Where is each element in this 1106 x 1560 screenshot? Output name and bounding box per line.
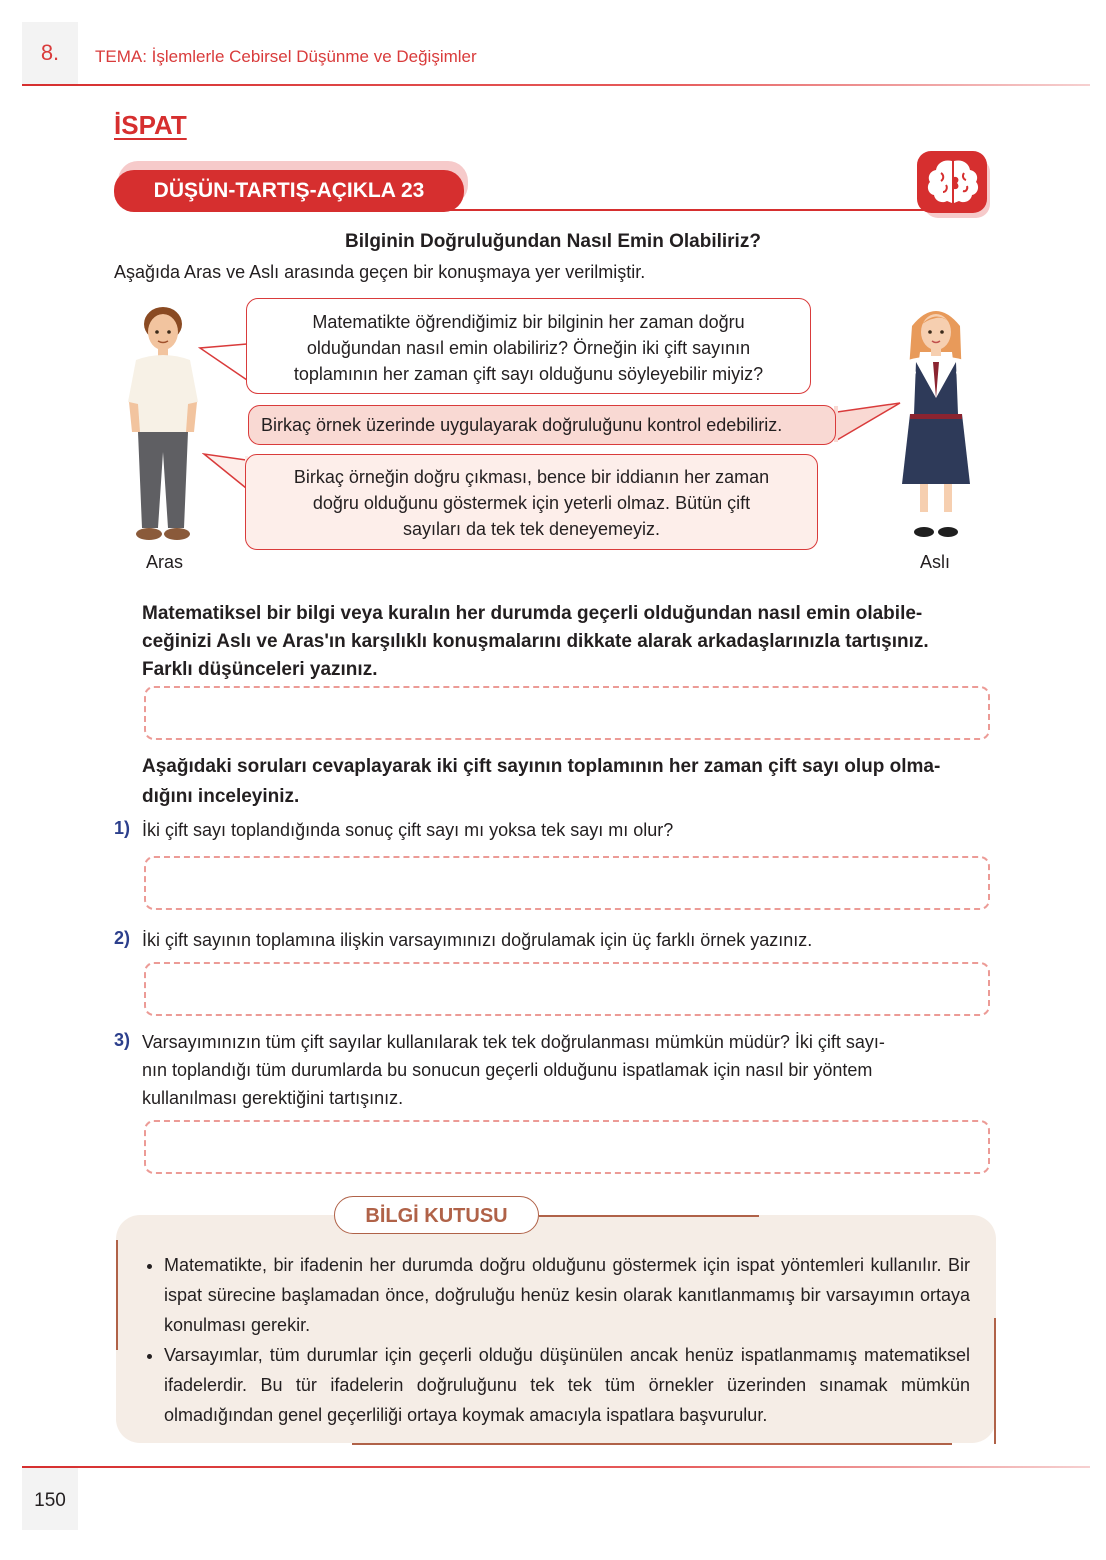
bubble-tail-2 xyxy=(834,400,902,444)
question-text xyxy=(142,816,673,844)
bubble-line: toplamının her zaman çift sayı olduğunu söyleyebilir miyiz? xyxy=(293,364,764,384)
question-number: 2) xyxy=(114,928,131,948)
aras-illustration xyxy=(118,302,208,546)
banner-divider xyxy=(440,209,940,211)
discussion-prompt xyxy=(142,600,994,684)
info-item: • Varsayımlar, tüm durumlar için geçerli olduğu düşünülen ancak henüz ispatlanmamış matematiksel ifadelerdir. Bu tür ifadelerin doğruluğunu tek tek tüm örnekler üzerinden sınamak mümkün olmadığından genel geçerliliği ortaya koymak amacıyla ispatlara başvurulur. xyxy=(164,1340,970,1430)
asli-illustration xyxy=(892,302,980,544)
info-box-title: BİLGİ KUTUSU xyxy=(365,1205,508,1227)
speech-bubble-asli xyxy=(248,405,836,445)
question-line: Varsayımınızın tüm çift sayılar kullanılarak tek tek doğrulanması mümkün müdür? İki çift sayı- xyxy=(142,1032,885,1052)
footer-divider xyxy=(22,1466,1090,1468)
bubble-line: Birkaç örnek üzerinde uygulayarak doğruluğunu kontrol edebiliriz. xyxy=(261,415,783,435)
speech-bubble-aras-1 xyxy=(246,298,811,394)
brain-puzzle-icon xyxy=(917,151,987,213)
info-box-line xyxy=(352,1443,952,1445)
answer-box-discussion[interactable] xyxy=(144,686,990,740)
info-box-content xyxy=(146,1250,970,1430)
bubble-line: Birkaç örneğin doğru çıkması, bence bir iddianın her zaman xyxy=(293,467,770,487)
activity-label: DÜŞÜN-TARTIŞ-AÇIKLA 23 xyxy=(153,179,425,202)
bubble-line: sayıları da tek tek deneyemeyiz. xyxy=(402,519,661,539)
character-name-aras: Aras xyxy=(146,552,184,572)
grade-number: 8. xyxy=(40,40,60,65)
task-prompt xyxy=(142,752,994,812)
prompt-line: Matematiksel bir bilgi veya kuralın her durumda geçerli olduğundan nasıl emin olabile- xyxy=(142,603,923,624)
bubble-line: Matematikte öğrendiğimiz bir bilginin her zaman doğru xyxy=(312,312,745,332)
bubble-line: doğru olduğunu göstermek için yeterli olmaz. Bütün çift xyxy=(312,493,751,513)
bubble-tail-1 xyxy=(198,340,250,386)
question-line: nın toplandığı tüm durumlarda bu sonucun geçerli olduğunu ispatlamak için nasıl bir yöntem xyxy=(142,1060,873,1080)
info-box-line xyxy=(539,1215,759,1217)
info-box-edge xyxy=(116,1240,118,1350)
answer-box-q3[interactable] xyxy=(144,1120,990,1174)
info-item: • Matematikte, bir ifadenin her durumda doğru olduğunu göstermek için ispat yöntemleri kullanılır. Bir ispat sürecine başlamadan önce, doğruluğu henüz kesin olarak kanıtlanmamış bir varsayımın ortaya konulması gerekir. xyxy=(164,1250,970,1340)
question-text xyxy=(142,926,812,954)
bubble-line: olduğundan nasıl emin olabiliriz? Örneğin iki çift sayının xyxy=(306,338,751,358)
prompt-line: ceğinizi Aslı ve Aras'ın karşılıklı konuşmalarını dikkate alarak arkadaşlarınızla tartışınız. xyxy=(142,631,929,652)
answer-box-q2[interactable] xyxy=(144,962,990,1016)
question-line: kullanılması gerektiğini tartışınız. xyxy=(142,1088,404,1108)
prompt-line: Aşağıdaki soruları cevaplayarak iki çift sayının toplamının her zaman çift sayı olup olma- xyxy=(142,756,941,777)
question-title: Bilginin Doğruluğundan Nasıl Emin Olabiliriz? xyxy=(345,231,761,252)
prompt-line: dığını inceleyiniz. xyxy=(142,786,300,807)
question-number: 1) xyxy=(114,818,131,838)
bubble-tail-3 xyxy=(202,450,248,498)
question-text xyxy=(142,1028,994,1112)
answer-box-q1[interactable] xyxy=(144,856,990,910)
prompt-line: Farklı düşünceleri yazınız. xyxy=(142,659,378,680)
character-name-asli: Aslı xyxy=(920,552,951,572)
question-line: İki çift sayının toplamına ilişkin varsayımınızı doğrulamak için üç farklı örnek yazınız. xyxy=(142,930,813,950)
page-number: 150 xyxy=(34,1490,66,1511)
question-line: İki çift sayı toplandığında sonuç çift sayı mı yoksa tek sayı mı olur? xyxy=(142,820,674,840)
theme-title: TEMA: İşlemlerle Cebirsel Düşünme ve Değişimler xyxy=(95,47,477,66)
info-box-edge xyxy=(994,1318,996,1444)
header-divider xyxy=(22,84,1090,86)
speech-bubble-aras-2 xyxy=(245,454,818,550)
intro-text: Aşağıda Aras ve Aslı arasında geçen bir konuşmaya yer verilmiştir. xyxy=(114,262,646,282)
section-title: İSPAT xyxy=(114,110,187,140)
question-number: 3) xyxy=(114,1030,131,1050)
